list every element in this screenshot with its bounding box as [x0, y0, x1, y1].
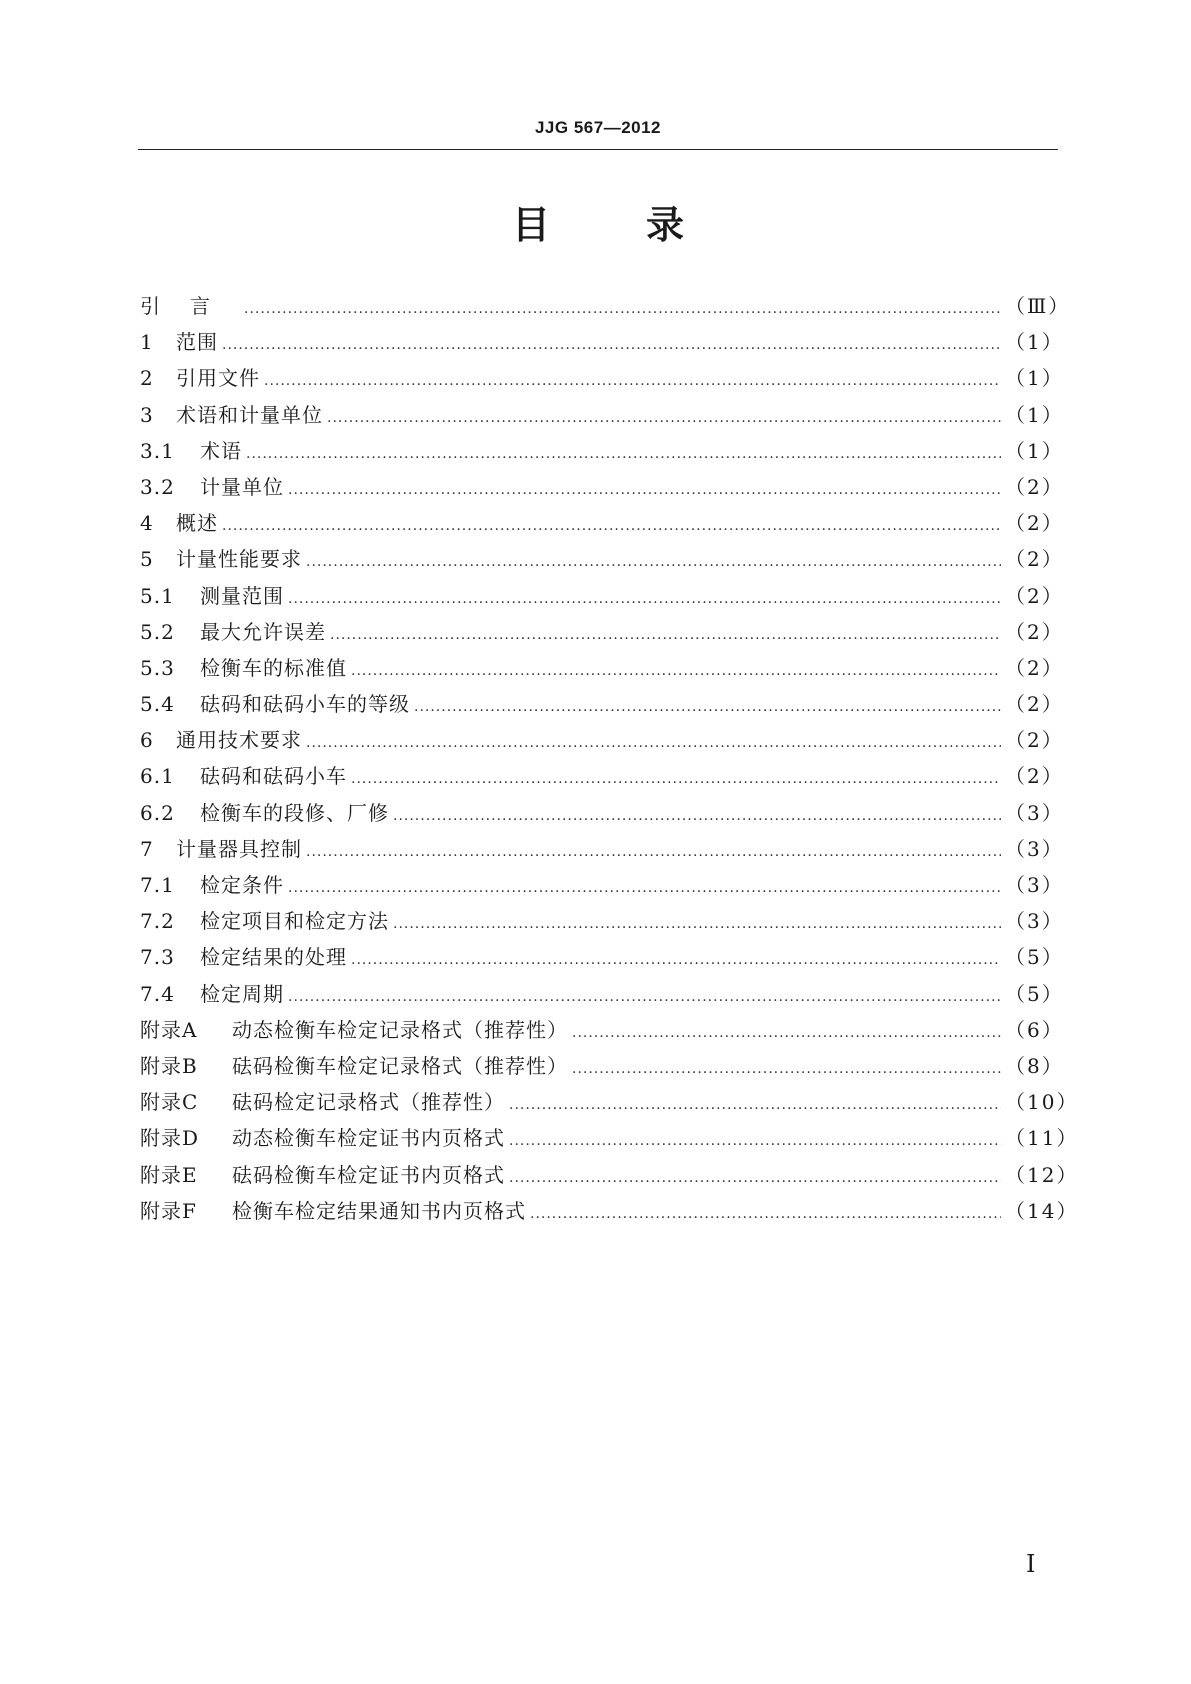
- dot-leader: [393, 798, 1001, 834]
- toc-entry-appendix[interactable]: [140, 1193, 1079, 1229]
- toc-entry[interactable]: [140, 578, 1064, 614]
- toc-label: 砝码检衡车检定证书内页格式: [232, 1162, 505, 1187]
- toc-page: （14）: [1005, 1198, 1079, 1223]
- toc-number: 6: [140, 728, 154, 753]
- toc-page: （12）: [1005, 1162, 1079, 1187]
- title-char-2: 录: [646, 203, 685, 247]
- toc-entry[interactable]: [140, 686, 1064, 722]
- dot-leader: [393, 906, 1001, 942]
- dot-leader: [330, 617, 1001, 653]
- dot-leader: [351, 761, 1001, 797]
- toc-number: 3: [140, 402, 154, 427]
- toc-page: （1）: [1005, 330, 1064, 355]
- toc-page: （Ⅲ）: [1005, 294, 1071, 318]
- toc-page: （6）: [1005, 1017, 1064, 1042]
- toc-number: 5.4: [140, 692, 175, 717]
- toc-page: （8）: [1005, 1053, 1064, 1078]
- toc-entry[interactable]: [140, 614, 1064, 650]
- toc-label: 通用技术要求: [176, 728, 302, 753]
- dot-leader: [288, 581, 1001, 617]
- toc-entry-intro[interactable]: [140, 288, 1071, 324]
- dot-leader: [288, 870, 1001, 906]
- dot-leader: [414, 689, 1001, 725]
- toc-entry[interactable]: [140, 795, 1064, 831]
- toc-page: （2）: [1005, 619, 1064, 644]
- toc-label: 检衡车的段修、厂修: [200, 800, 389, 825]
- dot-leader: [264, 363, 1001, 399]
- toc-label: 动态检衡车检定证书内页格式: [232, 1126, 505, 1151]
- dot-leader: [327, 400, 1001, 436]
- toc-label: 检定周期: [200, 981, 284, 1006]
- dot-leader: [222, 508, 1001, 544]
- toc-label: 砝码和砝码小车的等级: [200, 692, 410, 717]
- toc-page: （11）: [1005, 1126, 1079, 1151]
- toc-entry[interactable]: [140, 650, 1064, 686]
- dot-leader: [351, 653, 1001, 689]
- dot-leader: [572, 1015, 1001, 1051]
- toc-page: （1）: [1005, 366, 1064, 391]
- toc-number: 4: [140, 511, 154, 536]
- dot-leader: [509, 1123, 1001, 1159]
- title-char-1: 目: [511, 203, 550, 247]
- toc-label: 范围: [176, 330, 218, 355]
- toc-entry[interactable]: [140, 505, 1064, 541]
- dot-leader: [509, 1160, 1001, 1196]
- toc-label: 计量性能要求: [176, 547, 302, 572]
- toc-label: 砝码检衡车检定记录格式（推荐性）: [232, 1053, 568, 1078]
- toc-label: 术语: [200, 438, 242, 463]
- toc-number: 5.2: [140, 619, 175, 644]
- dot-leader: [509, 1087, 1001, 1123]
- toc-number: 3.2: [140, 474, 175, 499]
- toc-label: 检定条件: [200, 873, 284, 897]
- toc-entry-appendix[interactable]: [140, 1157, 1079, 1193]
- toc-number: 6.2: [140, 800, 175, 825]
- toc-number: 3.1: [140, 438, 175, 463]
- toc-entry[interactable]: [140, 867, 1064, 903]
- header-rule: [138, 149, 1058, 150]
- dot-leader: [351, 942, 1001, 978]
- toc-page: （2）: [1005, 692, 1064, 717]
- toc-entry[interactable]: [140, 324, 1064, 360]
- toc-number: 2: [140, 366, 154, 391]
- dot-leader: [288, 472, 1001, 508]
- toc-label: 引用文件: [176, 366, 260, 391]
- dot-leader: [530, 1196, 1001, 1232]
- toc-entry[interactable]: [140, 541, 1064, 577]
- toc-label: 计量器具控制: [176, 836, 302, 861]
- toc-number: 附录B: [140, 1053, 198, 1078]
- toc-page: （2）: [1005, 583, 1064, 608]
- toc-label: 最大允许误差: [200, 619, 326, 644]
- toc-entry[interactable]: [140, 722, 1064, 758]
- toc-number: 6.1: [140, 764, 175, 789]
- toc-number: 7.1: [140, 873, 175, 897]
- toc-entry-appendix[interactable]: [140, 1084, 1079, 1120]
- toc-number: 附录F: [140, 1198, 197, 1223]
- toc-entry[interactable]: [140, 903, 1064, 939]
- toc-label: 概述: [176, 511, 218, 536]
- toc-label: 检定结果的处理: [200, 945, 347, 970]
- toc-label: 检定项目和检定方法: [200, 909, 389, 934]
- toc-page: （3）: [1005, 909, 1064, 934]
- dot-leader: [306, 544, 1001, 580]
- toc-number: 5.3: [140, 655, 175, 680]
- toc-page: （2）: [1005, 547, 1064, 572]
- toc-label: 术语和计量单位: [176, 402, 323, 427]
- toc-page: （5）: [1005, 981, 1064, 1006]
- dot-leader: [306, 725, 1001, 761]
- toc-page: （2）: [1005, 474, 1064, 499]
- toc-label: 计量单位: [200, 474, 284, 499]
- toc-entry[interactable]: [140, 758, 1064, 794]
- toc-page: （5）: [1005, 945, 1064, 970]
- toc-number: 附录A: [140, 1017, 198, 1042]
- toc-number: 7: [140, 836, 154, 861]
- toc-label: 动态检衡车检定记录格式（推荐性）: [232, 1017, 568, 1042]
- toc-label: 引言: [140, 294, 240, 318]
- toc-number: 附录C: [140, 1090, 199, 1115]
- toc-entry[interactable]: [140, 976, 1064, 1012]
- toc-number: 1: [140, 330, 154, 355]
- toc-entry[interactable]: [140, 831, 1064, 867]
- toc-entry[interactable]: [140, 360, 1064, 396]
- page-title: [138, 200, 1058, 250]
- dot-leader: [244, 291, 1001, 327]
- toc-page: （2）: [1005, 764, 1064, 789]
- toc-entry-appendix[interactable]: [140, 1048, 1064, 1084]
- toc-entry[interactable]: [140, 397, 1064, 433]
- dot-leader: [572, 1051, 1001, 1087]
- toc-label: 检衡车的标准值: [200, 655, 347, 680]
- dot-leader: [288, 979, 1001, 1015]
- toc-label: 砝码和砝码小车: [200, 764, 347, 789]
- toc-page: （1）: [1005, 402, 1064, 427]
- toc-page: （2）: [1005, 511, 1064, 536]
- standard-code-header: JJG 567—2012: [534, 118, 662, 137]
- toc-number: 附录E: [140, 1162, 198, 1187]
- toc-page: （3）: [1005, 836, 1064, 861]
- toc-number: 7.3: [140, 945, 175, 970]
- toc-page: （3）: [1005, 800, 1064, 825]
- toc-number: 5: [140, 547, 154, 572]
- dot-leader: [306, 834, 1001, 870]
- toc-entry[interactable]: [140, 433, 1064, 469]
- dot-leader: [222, 327, 1001, 363]
- toc-label: 检衡车检定结果通知书内页格式: [232, 1198, 526, 1223]
- page-folio: Ⅰ: [1026, 1550, 1036, 1578]
- table-of-contents: [140, 288, 1079, 1229]
- toc-entry[interactable]: [140, 469, 1064, 505]
- toc-page: （2）: [1005, 728, 1064, 753]
- toc-page: （1）: [1005, 438, 1064, 463]
- toc-entry[interactable]: [140, 939, 1064, 975]
- toc-page: （10）: [1005, 1090, 1079, 1115]
- toc-number: 5.1: [140, 583, 175, 608]
- dot-leader: [246, 436, 1001, 472]
- toc-number: 7.2: [140, 909, 175, 934]
- toc-label: 测量范围: [200, 583, 284, 608]
- toc-label: 砝码检定记录格式（推荐性）: [232, 1090, 505, 1115]
- toc-entry-appendix[interactable]: [140, 1120, 1079, 1156]
- toc-number: 7.4: [140, 981, 175, 1006]
- toc-page: （3）: [1005, 873, 1064, 897]
- toc-page: （2）: [1005, 655, 1064, 680]
- toc-number: 附录D: [140, 1126, 200, 1151]
- toc-entry-appendix[interactable]: [140, 1012, 1064, 1048]
